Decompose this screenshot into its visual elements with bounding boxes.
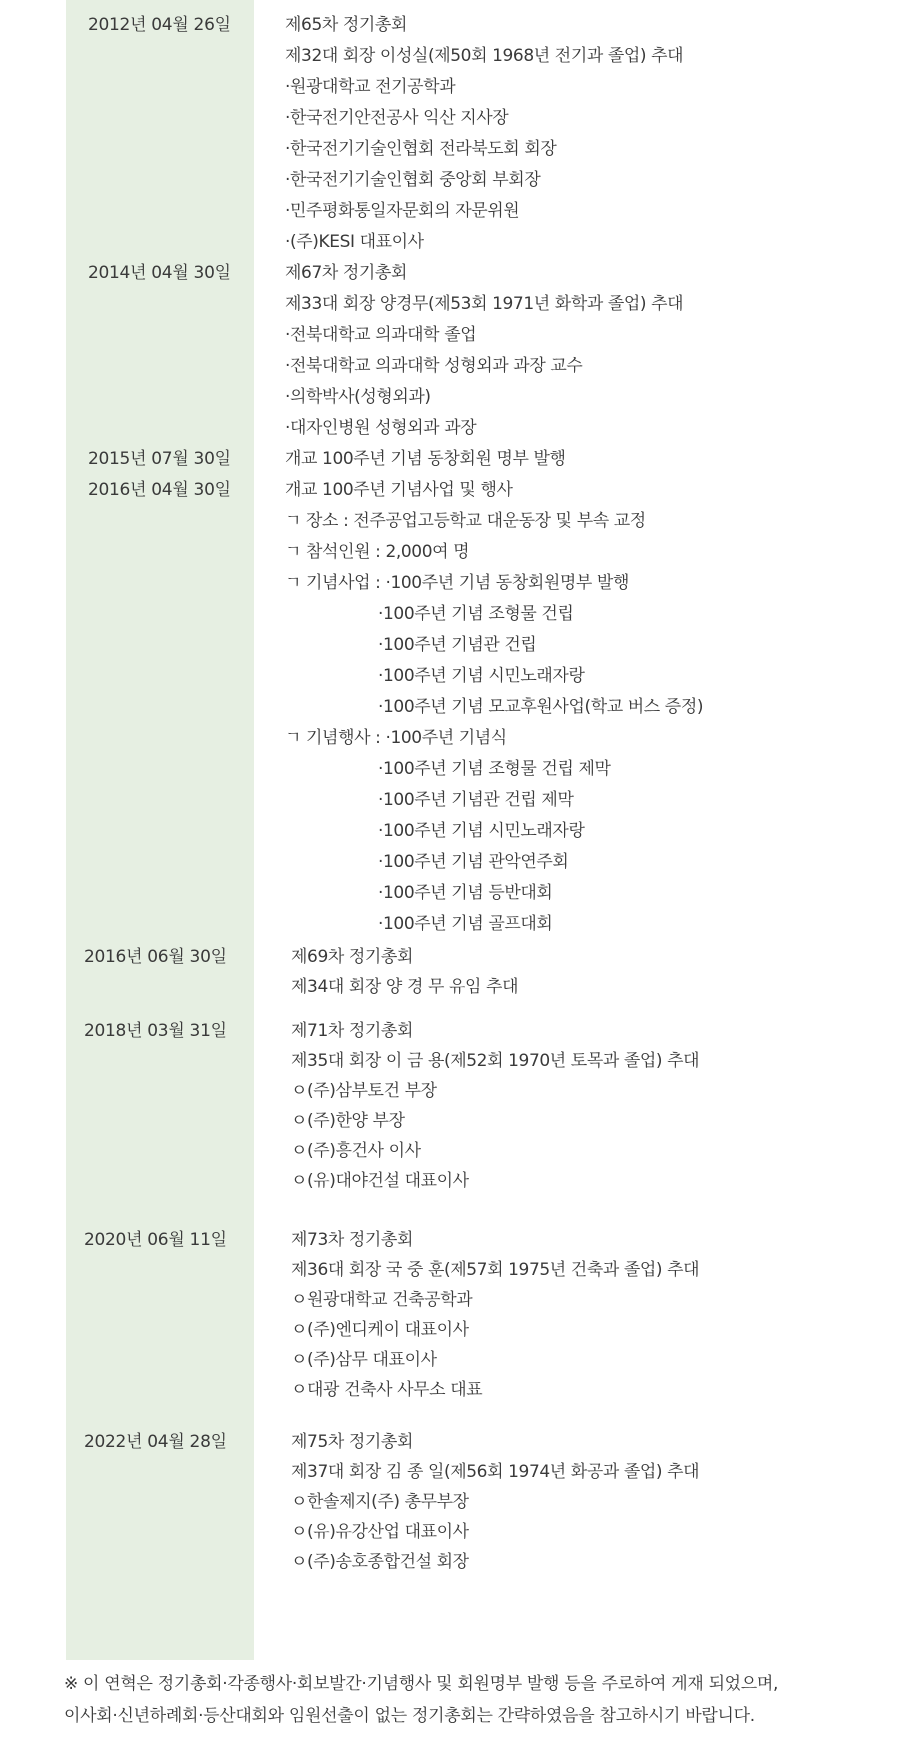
entry-line: ㅇ대광 건축사 사무소 대표 — [291, 1380, 483, 1400]
entry-date: 2022년 04월 28일 — [84, 1432, 227, 1452]
entry-line: ·100주년 기념 조형물 건립 제막 — [378, 759, 611, 779]
entry-line: ㅇ(주)엔디케이 대표이사 — [291, 1320, 469, 1340]
entry-line: ·100주년 기념 시민노래자랑 — [378, 666, 585, 686]
entry-date: 2020년 06월 11일 — [84, 1230, 227, 1250]
entry-line: 제73차 정기총회 — [291, 1230, 413, 1250]
entry-line: 제34대 회장 양 경 무 유임 추대 — [291, 977, 519, 997]
entry-line: 제32대 회장 이성실(제50회 1968년 전기과 졸업) 추대 — [285, 46, 684, 66]
entry-line: ㅇ(주)한양 부장 — [291, 1111, 405, 1131]
entry-line: ·한국전기기술인협회 전라북도회 회장 — [285, 139, 557, 159]
entry-line: ㅇ원광대학교 건축공학과 — [291, 1290, 473, 1310]
entry-line: ㄱ 기념행사 : ·100주년 기념식 — [285, 728, 507, 748]
date-column-background — [66, 0, 254, 1660]
entry-line: 제69차 정기총회 — [291, 947, 413, 967]
entry-line: ·전북대학교 의과대학 졸업 — [285, 325, 477, 345]
entry-date: 2016년 04월 30일 — [88, 480, 231, 500]
entry-date: 2015년 07월 30일 — [88, 449, 231, 469]
entry-line: ·100주년 기념 등반대회 — [378, 883, 553, 903]
entry-line: ㄱ 참석인원 : 2,000여 명 — [285, 542, 470, 562]
entry-line: ·의학박사(성형외과) — [285, 387, 431, 407]
entry-line: ·100주년 기념 시민노래자랑 — [378, 821, 585, 841]
entry-line: ·원광대학교 전기공학과 — [285, 77, 456, 97]
entry-line: ㅇ(유)유강산업 대표이사 — [291, 1522, 469, 1542]
entry-date: 2016년 06월 30일 — [84, 947, 227, 967]
entry-line: ·민주평화통일자문회의 자문위원 — [285, 201, 520, 221]
entry-date: 2014년 04월 30일 — [88, 263, 231, 283]
entry-line: 제75차 정기총회 — [291, 1432, 413, 1452]
entry-line: ·대자인병원 성형외과 과장 — [285, 418, 477, 438]
entry-line: ㅇ(주)송호종합건설 회장 — [291, 1552, 469, 1572]
entry-line: ㅇ(주)삼무 대표이사 — [291, 1350, 437, 1370]
entry-line: 제71차 정기총회 — [291, 1021, 413, 1041]
entry-line: ·100주년 기념 관악연주회 — [378, 852, 569, 872]
entry-line: ·100주년 기념관 건립 제막 — [378, 790, 574, 810]
entry-line: ·한국전기기술인협회 중앙회 부회장 — [285, 170, 541, 190]
entry-line: ·(주)KESI 대표이사 — [285, 232, 424, 252]
entry-line: ㄱ 기념사업 : ·100주년 기념 동창회원명부 발행 — [285, 573, 629, 593]
entry-line: ㅇ(주)삼부토건 부장 — [291, 1081, 437, 1101]
entry-line: 제37대 회장 김 종 일(제56회 1974년 화공과 졸업) 추대 — [291, 1462, 700, 1482]
entry-line: ㅇ(주)흥건사 이사 — [291, 1141, 421, 1161]
entry-line: ·한국전기안전공사 익산 지사장 — [285, 108, 509, 128]
entry-line: ·100주년 기념 골프대회 — [378, 914, 553, 934]
entry-line: 제36대 회장 국 중 훈(제57회 1975년 건축과 졸업) 추대 — [291, 1260, 700, 1280]
entry-line: 제33대 회장 양경무(제53회 1971년 화학과 졸업) 추대 — [285, 294, 684, 314]
footnote-line: 이사회·신년하례회·등산대회와 임원선출이 없는 정기총회는 간략하였음을 참고하시기 바랍니다. — [64, 1706, 755, 1726]
entry-line: ·100주년 기념 조형물 건립 — [378, 604, 574, 624]
entry-line: ·100주년 기념 모교후원사업(학교 버스 증정) — [378, 697, 704, 717]
entry-line: 개교 100주년 기념 동창회원 명부 발행 — [285, 449, 566, 469]
entry-line: 제35대 회장 이 금 용(제52회 1970년 토목과 졸업) 추대 — [291, 1051, 700, 1071]
entry-line: ㄱ 장소 : 전주공업고등학교 대운동장 및 부속 교정 — [285, 511, 646, 531]
entry-line: 제65차 정기총회 — [285, 15, 407, 35]
entry-line: 개교 100주년 기념사업 및 행사 — [285, 480, 513, 500]
entry-line: ㅇ한솔제지(주) 총무부장 — [291, 1492, 469, 1512]
entry-line: ·100주년 기념관 건립 — [378, 635, 537, 655]
footnote-line: ※ 이 연혁은 정기총회·각종행사·회보발간·기념행사 및 회원명부 발행 등을 주로하여 게재 되었으며, — [64, 1674, 779, 1694]
entry-line: 제67차 정기총회 — [285, 263, 407, 283]
entry-line: ㅇ(유)대야건설 대표이사 — [291, 1171, 469, 1191]
entry-line: ·전북대학교 의과대학 성형외과 과장 교수 — [285, 356, 583, 376]
entry-date: 2018년 03월 31일 — [84, 1021, 227, 1041]
entry-date: 2012년 04월 26일 — [88, 15, 231, 35]
